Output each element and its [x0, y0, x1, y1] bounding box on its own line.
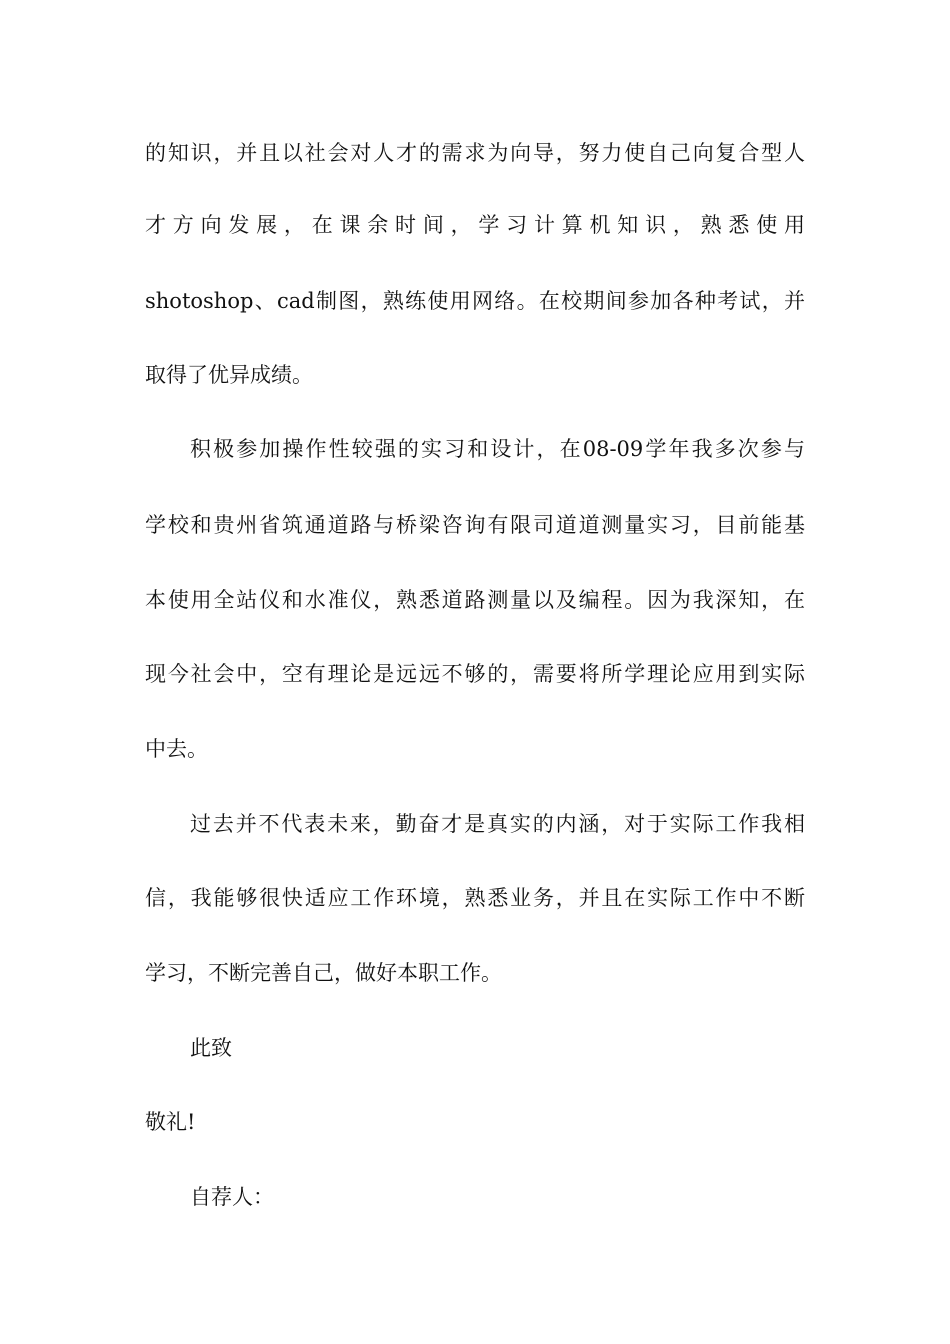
paragraph-2-line-4: 现今社会中，空有理论是远远不够的，需要将所学理论应用到实际: [145, 662, 805, 686]
signature-label: 自荐人：: [190, 1185, 274, 1209]
paragraph-3-line-1: 过去并不代表未来，勤奋才是真实的内涵，对于实际工作我相: [190, 812, 805, 836]
paragraph-3-line-2: 信，我能够很快适应工作环境，熟悉业务，并且在实际工作中不断: [145, 886, 805, 910]
paragraph-1-line-2: 才方向发展，在课余时间，学习计算机知识，熟悉使用: [145, 213, 805, 237]
paragraph-3-line-3: 学习，不断完善自己，做好本职工作。: [145, 961, 502, 985]
paragraph-1-line-1: 的知识，并且以社会对人才的需求为向导，努力使自己向复合型人: [145, 141, 805, 165]
salutation: 此致: [190, 1036, 232, 1060]
paragraph-1-line-3: shotoshop、cad制图，熟练使用网络。在校期间参加各种考试，并: [145, 289, 805, 313]
paragraph-2-line-2: 学校和贵州省筑通道路与桥梁咨询有限司道道测量实习，目前能基: [145, 513, 805, 537]
regards: 敬礼!: [145, 1110, 196, 1134]
paragraph-2-line-1: 积极参加操作性较强的实习和设计，在08-09学年我多次参与: [190, 437, 805, 461]
paragraph-2-line-3: 本使用全站仪和水准仪，熟悉道路测量以及编程。因为我深知，在: [145, 588, 805, 612]
paragraph-2-line-5: 中去。: [145, 737, 208, 761]
paragraph-1-line-4: 取得了优异成绩。: [145, 363, 313, 387]
